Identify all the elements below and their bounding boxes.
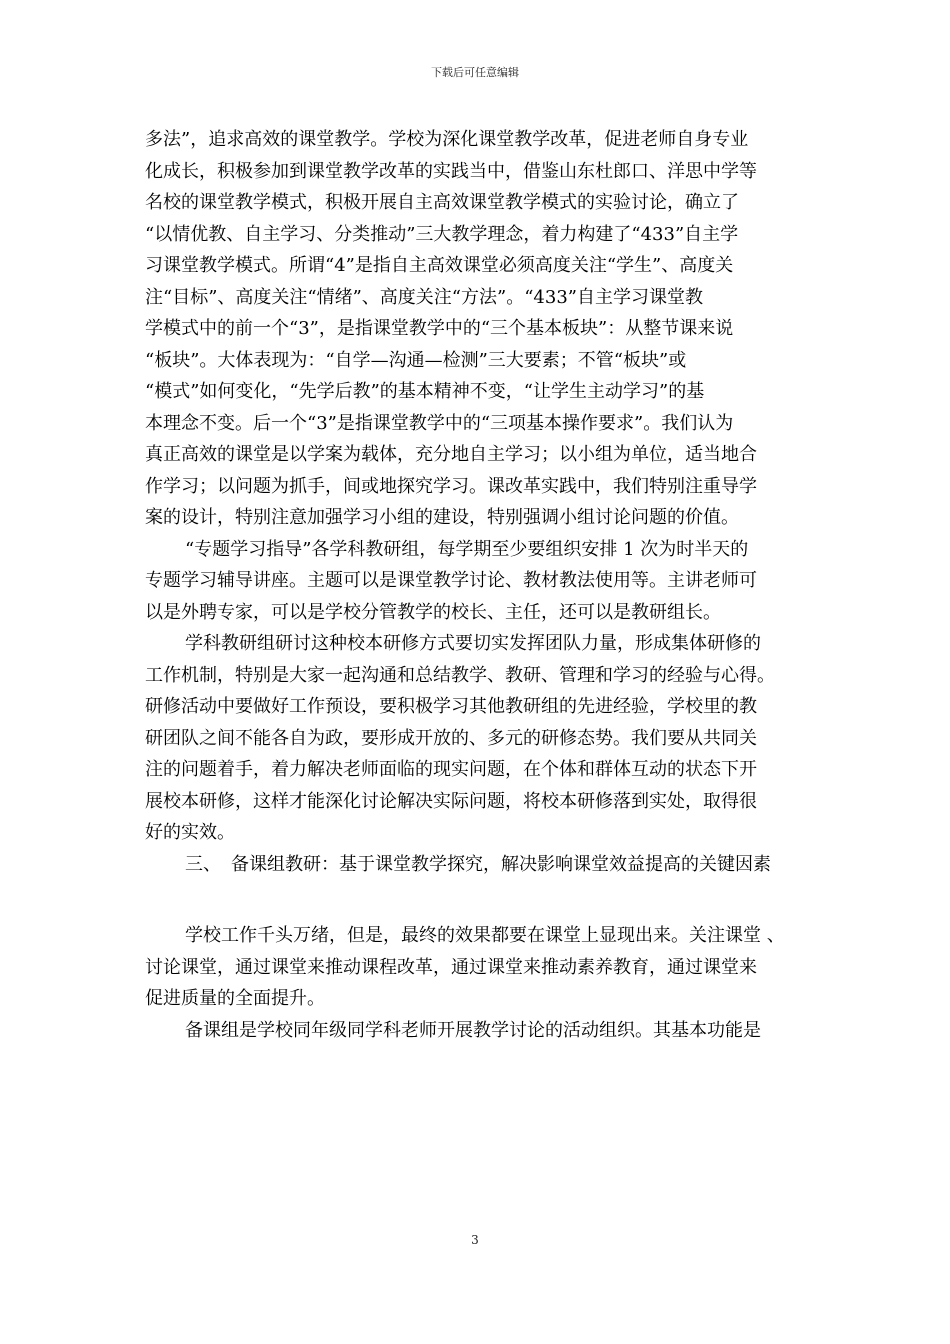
paragraph-3: [145, 628, 809, 849]
text-line: 好的实效。: [145, 822, 235, 843]
paragraph-1: [145, 124, 809, 534]
text-line: “模式”如何变化，“先学后教”的基本精神不变，“让学生主动学习”的基: [145, 381, 705, 402]
text-line: 名校的课堂教学模式，积极开展自主高效课堂教学模式的实验讨论，确立了: [145, 192, 739, 213]
text-line: 注的问题着手，着力解决老师面临的现实问题，在个体和群体互动的状态下开: [145, 759, 757, 780]
text-line: “以情优教、自主学习、分类推动”三大教学理念，着力构建了“433”自主学: [145, 223, 739, 245]
text-line: 注“目标”、高度关注“情绪”、高度关注“方法”。“433”自主学习课堂教: [145, 286, 703, 308]
paragraph-4: [145, 920, 809, 1015]
text-line: 案的设计，特别注意加强学习小组的建设，特别强调小组讨论问题的价值。: [145, 507, 739, 528]
document-body: [145, 124, 809, 1046]
text-line: 研修活动中要做好工作预设，要积极学习其他教研组的先进经验，学校里的教: [145, 696, 757, 717]
text-line: 讨论课堂，通过课堂来推动课程改革，通过课堂来推动素养教育，通过课堂来: [145, 956, 757, 978]
paragraph-5: [145, 1015, 809, 1047]
text-line: 学模式中的前一个“3”，是指课堂教学中的“三个基本板块”：从整节课来说: [145, 318, 734, 339]
section-title: 备课组教研：基于课堂教学探究，解决影响课堂效益提高的关键因素: [231, 853, 771, 875]
spacer: [145, 880, 809, 920]
text-line: 化成长，积极参加到课堂教学改革的实践当中，借鉴山东杜郎口、洋思中学等: [145, 160, 757, 182]
text-line: 多法”，追求高效的课堂教学。学校为深化课堂教学改革，促进老师自身专业: [145, 129, 749, 150]
text-line: 学校工作千头万绪，但是，最终的效果都要在课堂上显现出来。关注课堂 、: [185, 925, 785, 946]
page-header: 下载后可任意编辑: [431, 66, 519, 79]
text-line: 习课堂教学模式。所谓“4”是指自主高效课堂必须高度关注“学生”、高度关: [145, 255, 734, 276]
text-line: 展校本研修，这样才能深化讨论解决实际问题，将校本研修落到实处，取得很: [145, 790, 757, 812]
paragraph-2: [145, 534, 809, 629]
page-number: 3: [471, 1233, 479, 1247]
text-line: 工作机制，特别是大家一起沟通和总结教学、教研、管理和学习的经验与心得。: [145, 664, 775, 686]
section-heading: [145, 849, 809, 881]
text-line: 学科教研组研讨这种校本研修方式要切实发挥团队力量，形成集体研修的: [185, 633, 761, 654]
section-number: 三、: [185, 853, 221, 875]
text-line: 研团队之间不能各自为政，要形成开放的、多元的研修态势。我们要从共同关: [145, 727, 757, 749]
text-line: “板块”。大体表现为：“自学—沟通—检测”三大要素；不管“板块”或: [145, 349, 687, 371]
text-line: 本理念不变。后一个“3”是指课堂教学中的“三项基本操作要求”。我们认为: [145, 412, 734, 434]
text-line: 备课组是学校同年级同学科老师开展教学讨论的活动组织。其基本功能是: [185, 1019, 761, 1041]
text-line: 促进质量的全面提升。: [145, 988, 325, 1009]
text-line: 作学习；以问题为抓手，间或地探究学习。课改革实践中，我们特别注重导学: [145, 475, 757, 497]
text-line: “专题学习指导”各学科教研组，每学期至少要组织安排 1 次为时半天的: [185, 538, 749, 560]
text-line: 专题学习辅导讲座。主题可以是课堂教学讨论、教材教法使用等。主讲老师可: [145, 570, 757, 591]
text-line: 真正高效的课堂是以学案为载体，充分地自主学习；以小组为单位，适当地合: [145, 444, 757, 465]
text-line: 以是外聘专家，可以是学校分管教学的校长、主任，还可以是教研组长。: [145, 601, 721, 623]
